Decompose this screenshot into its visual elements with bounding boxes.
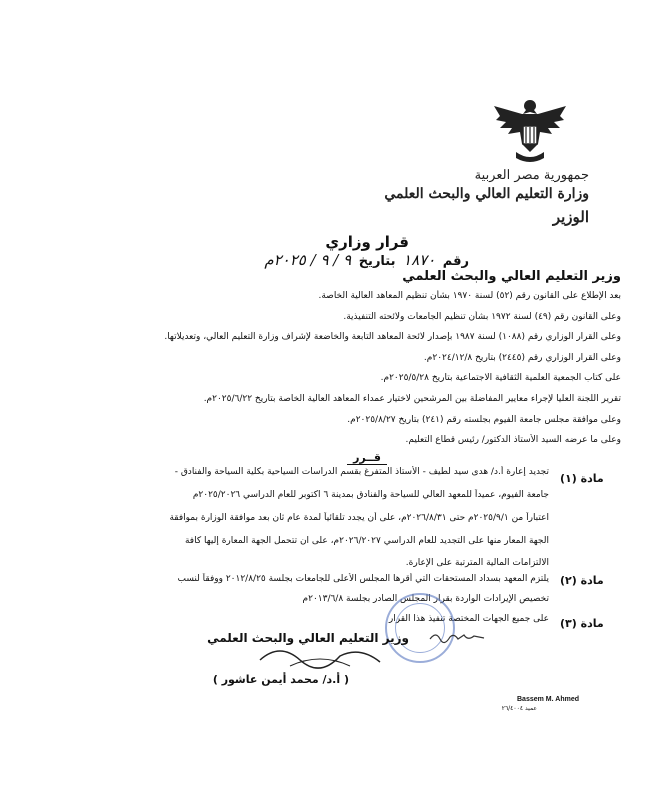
egypt-eagle-emblem-icon [490, 96, 570, 168]
republic-name: جمهورية مصر العربية [474, 168, 589, 183]
article-2-line: تخصيص الإيرادات الواردة بقرار المجلس الصادر بجلسة ٢٠١٣/٦/٨م [302, 594, 549, 604]
article-1-line: الالتزامات المالية المترتبة على الإعارة. [405, 558, 549, 568]
date-prefix: بتاريخ [358, 254, 396, 269]
article-1-line: الجهة المعار منها على التجديد للعام الدراسي ٢٠٢٦/٢٠٢٧م، على ان تتحمل الجهة المعارة إليها كافة [184, 536, 549, 546]
article-1-label: مادة (١) [560, 472, 604, 485]
signature-scribble [250, 640, 390, 674]
number-prefix: رقم [442, 254, 469, 269]
preamble-line: على كتاب الجمعية العلمية الثقافية الاجتماعية بتاريخ ٢٠٢٥/٥/٢٨م. [380, 373, 621, 383]
footer-reference: عميد ٢٦/٤٠٠٤ [501, 705, 537, 712]
handwritten-initials [428, 627, 488, 647]
preamble-line: بعد الإطلاع على القانون رقم (٥٢) لسنة ١٩٧٠ بشأن تنظيم المعاهد العالية الخاصة. [318, 291, 621, 301]
article-1-line: تجديد إعارة أ.د/ هدى سيد لطيف - الأستاذ المتفرغ بقسم الدراسات السياحية بكلية السياحة والفنادق - [174, 467, 549, 477]
article-1-line: جامعة الفيوم، عميداً للمعهد العالي للسياحة والفنادق بمدينة ٦ اكتوبر للعام الدراسي ٢٠٢٥/٢٠٢٦م [192, 490, 549, 500]
preamble-line: وعلى ما عرضه السيد الأستاذ الدكتور/ رئيس قطاع التعليم. [405, 435, 621, 445]
article-2-label: مادة (٢) [560, 574, 604, 587]
preamble-line: وعلى القانون رقم (٤٩) لسنة ١٩٧٢ بشأن تنظيم الجامعات ولائحته التنفيذية. [343, 312, 621, 322]
decree-number-line [261, 251, 469, 269]
article-2-line: يلتزم المعهد بسداد المستحقات التي أقرها المجلس الأعلى للجامعات بجلسة ٢٠١٢/٨/٢٥ ووفقاً لنسب [177, 574, 549, 584]
article-3-line: على جميع الجهات المختصة تنفيذ هذا القرار [388, 614, 549, 624]
preamble-line: وعلى موافقة مجلس جامعة الفيوم بجلسته رقم (٢٤١) بتاريخ ٢٠٢٥/٨/٢٧م. [347, 415, 621, 425]
decree-date: ٩ / ٩ / ٢٠٢٥م [264, 251, 352, 269]
signature-title: وزير التعليم العالي والبحث العلمي [207, 631, 409, 645]
signatory-name: ( أ.د/ محمد أيمن عاشور ) [212, 673, 349, 686]
article-3-label: مادة (٣) [560, 617, 604, 630]
preamble-line: وعلى القرار الوزاري رقم (٢٤٤٥) بتاريخ ٢٠٢٤/١٢/٨م. [423, 353, 621, 363]
decree-title: قرار وزاري [325, 233, 409, 251]
article-1-line: اعتباراً من ٢٠٢٥/٩/١م حتى ٢٠٢٦/٨/٣١م، على أن يجدد تلقائياً لمدة عام ثان بعد موافقة الوزارة بموافقة [169, 513, 549, 523]
decided-underline [347, 464, 387, 465]
authority-heading: وزير التعليم العالي والبحث العلمي [402, 269, 621, 284]
footer-signer-name: Bassem M. Ahmed [517, 696, 579, 703]
preamble-line: تقرير اللجنة العليا لإجراء معايير المفاضلة بين المرشحين لاختيار عمداء المعاهد العالية الخاصة بتاريخ ٢٠٢٥/٦/٢٢م. [203, 394, 621, 404]
preamble-line: وعلى القرار الوزاري رقم (١٠٨٨) لسنة ١٩٨٧ بإصدار لائحة المعاهد التابعة والخاضعة لإشراف وزارة التعليم العالي، وتعديلاتها. [164, 332, 621, 342]
decided-heading: قــرر [353, 451, 381, 464]
minister-label: الوزير [552, 208, 589, 226]
ministry-name: وزارة التعليم العالي والبحث العلمي [384, 186, 589, 202]
decree-number: ١٨٧٠ [403, 251, 436, 269]
